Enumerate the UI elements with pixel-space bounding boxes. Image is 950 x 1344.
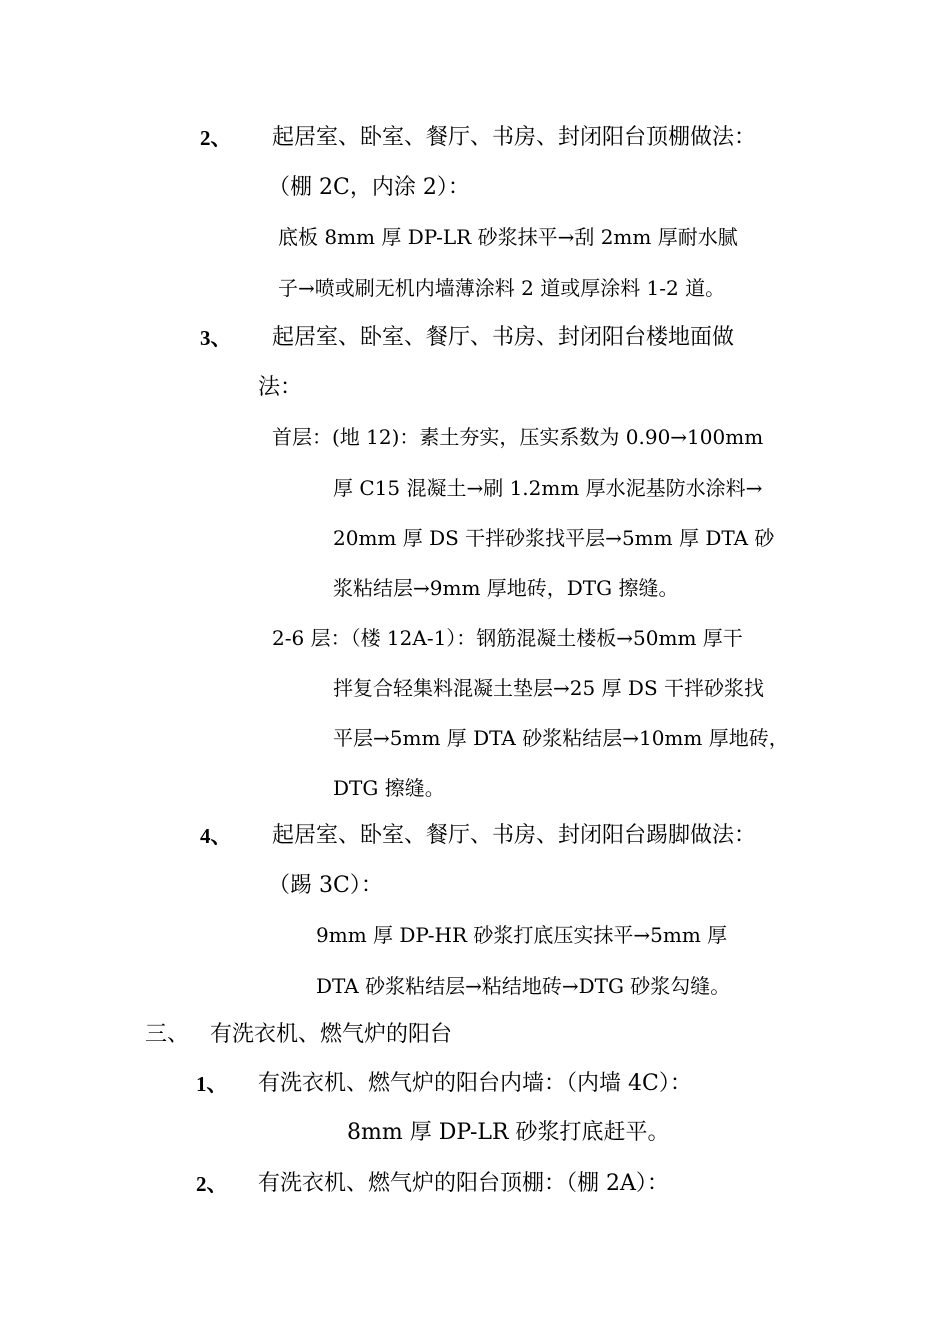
first-floor-line-2: 厚 C15 混凝土→刷 1.2mm 厚水泥基防水涂料→ <box>333 476 763 500</box>
upper-floors-line-4: DTG 擦缝。 <box>333 776 445 800</box>
item-2-body-line-2: 子→喷或刷无机内墙薄涂料 2 道或厚涂料 1-2 道。 <box>278 276 726 300</box>
item-4-number: 4、 <box>200 824 232 848</box>
item-2-title: 起居室、卧室、餐厅、书房、封闭阳台顶棚做法： <box>272 125 757 150</box>
upper-floors-line-2: 拌复合轻集料混凝土垫层→25 厚 DS 干拌砂浆找 <box>333 676 765 700</box>
section-3-item-1-number: 1、 <box>196 1072 228 1096</box>
first-floor-line-4: 浆粘结层→9mm 厚地砖，DTG 擦缝。 <box>333 576 679 600</box>
upper-floors-line-1: 2-6 层：（楼 12A-1）：钢筋混凝土楼板→50mm 厚干 <box>272 626 743 650</box>
section-3-item-2-title: 有洗衣机、燃气炉的阳台顶棚：（棚 2A）： <box>258 1171 669 1196</box>
item-4-title: 起居室、卧室、餐厅、书房、封闭阳台踢脚做法： <box>272 823 757 848</box>
item-3-title-continued: 法： <box>258 375 303 400</box>
upper-floors-line-3: 平层→5mm 厚 DTA 砂浆粘结层→10mm 厚地砖， <box>333 726 789 750</box>
section-3-number: 三、 <box>145 1022 190 1047</box>
item-3-title: 起居室、卧室、餐厅、书房、封闭阳台楼地面做 <box>272 325 735 350</box>
item-2-number: 2、 <box>200 126 232 150</box>
section-3-item-2-number: 2、 <box>196 1172 228 1196</box>
first-floor-line-1: 首层：(地 12)：素土夯实，压实系数为 0.90→100mm <box>272 425 764 449</box>
item-4-body-line-1: 9mm 厚 DP-HR 砂浆打底压实抹平→5mm 厚 <box>316 923 728 947</box>
section-3-item-1-title: 有洗衣机、燃气炉的阳台内墙：（内墙 4C）： <box>258 1071 692 1096</box>
section-3-title: 有洗衣机、燃气炉的阳台 <box>210 1022 453 1047</box>
item-4-body-line-2: DTA 砂浆粘结层→粘结地砖→DTG 砂浆勾缝。 <box>316 974 731 998</box>
first-floor-line-3: 20mm 厚 DS 干拌砂浆找平层→5mm 厚 DTA 砂 <box>333 526 775 550</box>
item-4-subtitle: （踢 3C）： <box>268 873 383 898</box>
item-2-body-line-1: 底板 8mm 厚 DP-LR 砂浆抹平→刮 2mm 厚耐水腻 <box>278 225 738 249</box>
section-3-item-1-body: 8mm 厚 DP-LR 砂浆打底赶平。 <box>347 1120 670 1145</box>
item-3-number: 3、 <box>200 326 232 350</box>
item-2-subtitle: （棚 2C，内涂 2）： <box>268 175 470 200</box>
